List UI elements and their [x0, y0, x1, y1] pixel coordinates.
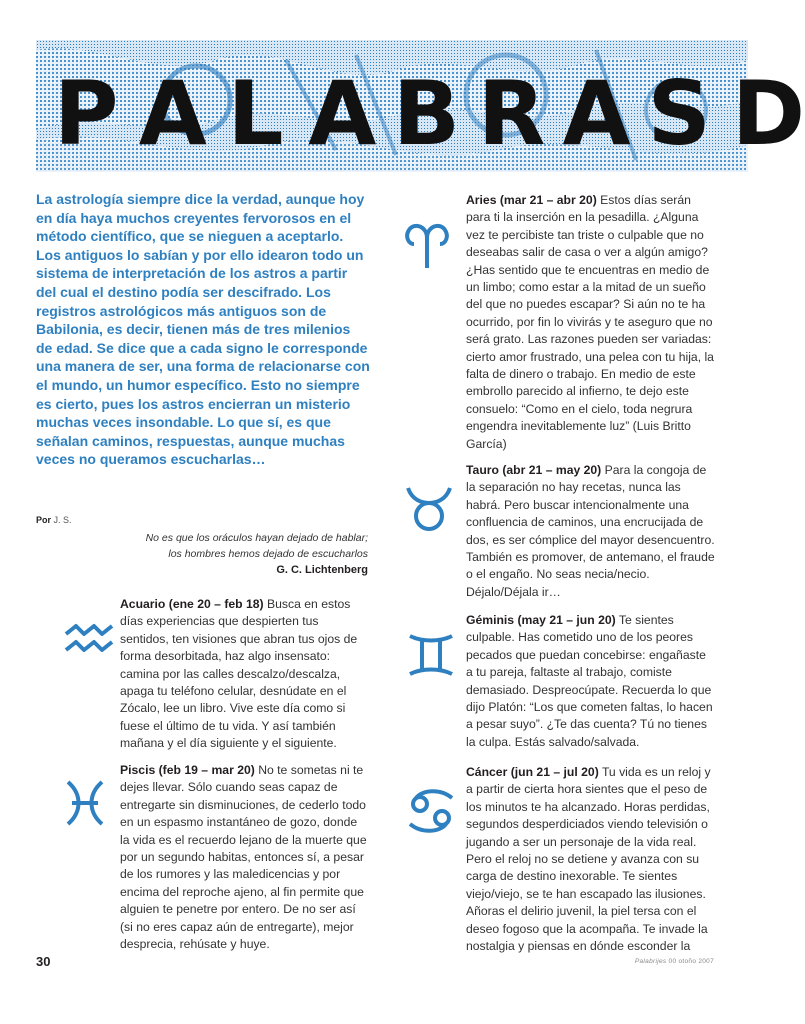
sign-text: Busca en estos días experiencias que despierten tus sentidos, ten visiones que abran tus ojos de forma desorbitada, haz algo insensato: camina por las calles descalzo/descalza, apaga tu teléfono celular, desnúdate en el Zócalo, lee un libro. Vive este día como si fuese el último de tu vida. Y así también mañana y el día siguiente y el siguiente. — [120, 597, 358, 751]
byline-label: Por — [36, 515, 52, 525]
cancer-icon — [404, 784, 458, 838]
title-letter: D — [732, 62, 805, 165]
title-letter: B — [393, 62, 461, 165]
sign-text: Tu vida es un reloj y a partir de cierta hora sientes que el peso de los minutos te ha alcanzado. Horas perdidas, segundos desperdiciados viendo televisión o jugando a ser un personaje de la vida real. Pero el reloj no se detiene y avanza con su carga de destino inexorable. Te sientes viejo/viejo, se te han escapado las ilusiones. Añoras el delirio juvenil, la piel tersa con el deseo fogoso que la acompaña. Te invade la nostalgia y piensas en dónde esconder la — [466, 765, 711, 954]
title-letter: L — [227, 62, 284, 165]
title-letter: R — [477, 62, 546, 165]
sign-piscis — [120, 762, 370, 953]
sign-acuario — [120, 596, 370, 753]
sign-aries — [466, 192, 716, 453]
title-letter: S — [647, 62, 711, 165]
byline — [36, 515, 72, 525]
epigraph — [120, 531, 368, 562]
header-banner — [36, 40, 805, 172]
banner-title — [36, 62, 805, 165]
sign-tauro — [466, 462, 716, 601]
sign-heading: Géminis (may 21 – jun 20) — [466, 613, 616, 627]
aquarius-icon — [62, 612, 116, 666]
epigraph-author: G. C. Lichtenberg — [276, 564, 368, 576]
epigraph-line: No es que los oráculos hayan dejado de hablar; — [145, 532, 368, 544]
title-letter: A — [138, 62, 207, 165]
title-letter: P — [54, 62, 119, 165]
sign-heading: Piscis (feb 19 – mar 20) — [120, 763, 255, 777]
sign-heading: Acuario (ene 20 – feb 18) — [120, 597, 264, 611]
title-letter: A — [562, 62, 631, 165]
gemini-icon — [404, 628, 458, 682]
issue-label: 00 otoño 2007 — [668, 958, 714, 965]
sign-heading: Cáncer (jun 21 – jul 20) — [466, 765, 599, 779]
sign-geminis — [466, 612, 716, 751]
epigraph-line: los hombres hemos dejado de escucharlos — [168, 547, 368, 560]
sign-text: Estos días serán para ti la inserción en la pesadilla. ¿Alguna vez te percibiste tan triste o culpable que no deseabas salir de casa o ver a algún amigo? ¿Has sentido que te encuentras en medio de un limbo; como estar a la mitad de un sueño del que no puedes escapar? Si aún no te ha ocurrido, por fin lo vivirás y te aseguro que no será grato. Las razones pueden ser variadas: cierto amor frustrado, una pelea con tu hija, la falta de dinero o trabajo. En medio de este embrollo parecido al infierno, te dejo este consuelo: “Como en el cielo, toda negrura engendra inevitablemente luz” (Luis Britto García) — [466, 193, 714, 451]
pisces-icon — [58, 776, 112, 830]
sign-text: No te sometas ni te dejes llevar. Sólo cuando seas capaz de entregarte sin disminuciones, de cederlo todo en un espasmo instantáneo de gozo, donde la vida es el recuerdo lejano de la muerte que por un segundo habitas, entonces sí, a pesar de los rumores y las maledicencias y por encima del reproche ajeno, al fin permite que alguien te penetre por entero. De no ser así (si no eres capaz aún de entregarte), mejor desprecia, rehúsate y huye. — [120, 763, 367, 952]
intro-paragraph: La astrología siempre dice la verdad, aunque hoy en día haya muchos creyentes fervorosos en el método científico, que se nieguen a aceptarlo. Los antiguos lo sabían y por ello idearon todo un sistema de interpretación de los astros a partir del cual el destino podía ser descifrado. Los registros astrológicos más antiguos son de Babilonia, es decir, tienen más de tres milenios de edad. Se dice que a cada signo le corresponde una manera de ser, una forma de relacionarse con el mundo, un humor específico. Esto no siempre es cierto, pues los astros encierran un misterio muchas veces insondable. Lo que sí, es que señalan caminos, respuestas, aunque muchas veces no queramos escucharlas… — [36, 191, 370, 468]
byline-author: J. S. — [53, 515, 72, 525]
sign-cancer — [466, 764, 716, 955]
sign-heading: Tauro (abr 21 – may 20) — [466, 463, 602, 477]
footer-credit — [600, 958, 714, 965]
aries-icon — [400, 218, 454, 272]
title-letter: A — [308, 62, 377, 165]
sign-text: Para la congoja de la separación no hay recetas, nunca las habrá. Pero buscar intencionalmente una confluencia de caminos, una encrucijada de dos, es ser cómplice del mayor desencuentro. También es promover, de antemano, el fraude o el engaño. No seas necia/necio. Déjalo/Déjala ir… — [466, 463, 715, 599]
page-number: 30 — [36, 954, 51, 969]
taurus-icon — [402, 482, 456, 536]
sign-text: Te sientes culpable. Has cometido uno de los peores pecados que puedan concebirse: engañaste a tu pareja, faltaste al trabajo, comiste demasiado. Despreocúpate. Recuerda lo que dijo Platón: “Los que cometen faltas, lo hacen a pesar suyo”. ¿Te das cuenta? Tú no tienes la culpa. Estás salvado/salvada. — [466, 613, 713, 749]
magazine-name: Palabrijes — [634, 958, 667, 965]
sign-heading: Aries (mar 21 – abr 20) — [466, 193, 597, 207]
